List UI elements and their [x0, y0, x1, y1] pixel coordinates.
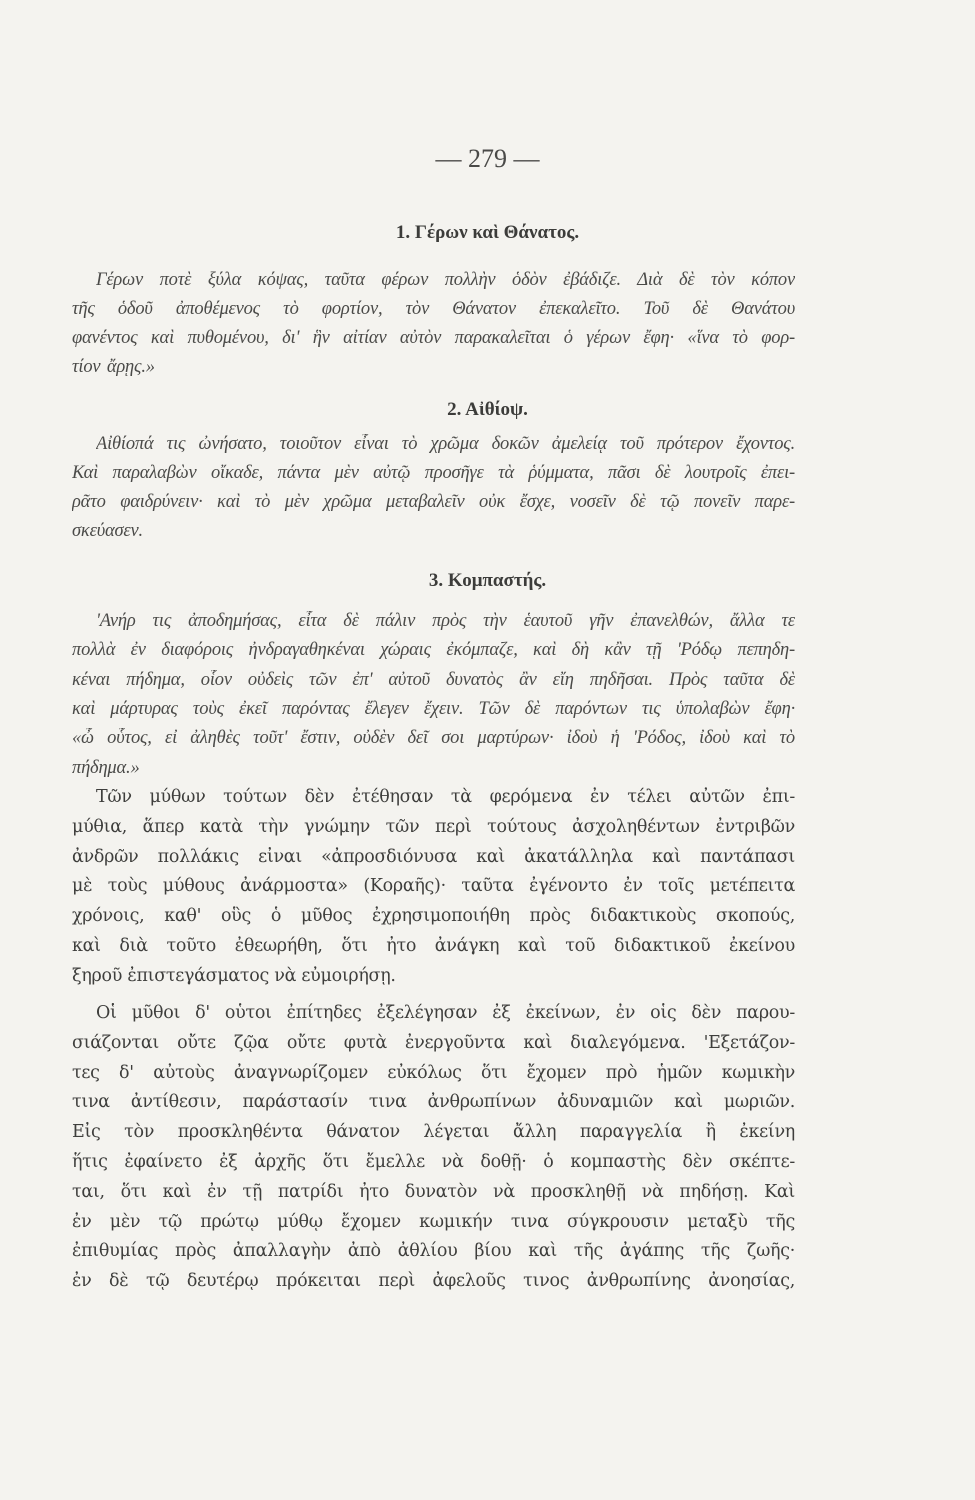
commentary-text-line: καὶ διὰ τοῦτο ἐθεωρήθη, ὅτι ἦτο ἀνάγκη καὶ τοῦ διδακτικοῦ ἐκείνου [72, 936, 795, 956]
fable-text-line: 'Ανήρ τις ἀποδημήσας, εἶτα δὲ πάλιν πρὸς τὴν ἑαυτοῦ γῆν ἐπανελθών, ἄλλα τε [96, 611, 795, 631]
commentary-text-line: τες δ' αὐτοὺς ἀναγνωρίζομεν εὐκόλως ὅτι ἔχομεν πρὸ ἡμῶν κωμικὴν [72, 1062, 795, 1083]
commentary-text-line: ἐν δὲ τῷ δευτέρῳ πρόκειται περὶ ἀφελοῦς τινος ἀνθρωπίνης ἀνοησίας, [72, 1271, 795, 1292]
commentary-text-line: ἐν μὲν τῷ πρώτῳ μύθῳ ἔχομεν κωμικήν τινα σύγκρουσιν μεταξὺ τῆς [72, 1211, 795, 1232]
fable-text-line: σκεύασεν. [72, 521, 143, 541]
fable-heading: 2. Αἰθίοψ. [447, 399, 528, 420]
commentary-text-line: χρόνοις, καθ' οὓς ὁ μῦθος ἐχρησιμοποιήθη πρὸς διδακτικοὺς σκοπούς, [72, 906, 795, 927]
commentary-text-line: Οἱ μῦθοι δ' οὗτοι ἐπίτηδες ἐξελέγησαν ἐξ ἐκείνων, ἐν οἷς δὲν παρου- [96, 1003, 795, 1023]
commentary-text-line: Τῶν μύθων τούτων δὲν ἐτέθησαν τὰ φερόμενα ἐν τέλει αὐτῶν ἐπι- [96, 787, 795, 807]
commentary-text-line: ἐπιθυμίας πρὸς ἀπαλλαγὴν ἀπὸ ἀθλίου βίου καὶ τῆς ἀγάπης τῆς ζωῆς· [72, 1241, 795, 1262]
commentary-text-line: Εἰς τὸν προσκληθέντα θάνατον λέγεται ἄλλη παραγγελία ἢ ἐκείνη [72, 1122, 795, 1143]
commentary-text-line: ξηροῦ ἐπιστεγάσματος νὰ εὐμοιρήσῃ. [72, 965, 396, 986]
commentary-text-line: τινα ἀντίθεσιν, παράστασίν τινα ἀνθρωπίνων ἀδυναμιῶν καὶ μωριῶν. [72, 1092, 795, 1113]
fable-text-line: Αἰθίοπά τις ὠνήσατο, τοιοῦτον εἶναι τὸ χρῶμα δοκῶν ἀμελείᾳ τοῦ πρότερον ἔχοντος. [96, 434, 795, 454]
fable-text-line: πολλὰ ἐν διαφόροις ἠνδραγαθηκέναι χώραις ἐκόμπαζε, καὶ δὴ κἂν τῇ 'Ρόδῳ πεπηδη- [72, 640, 795, 660]
page-number: — 279 — [435, 144, 540, 173]
fable-text-line: καὶ μάρτυρας τοὺς ἐκεῖ παρόντας ἔλεγεν ἔχειν. Τῶν δὲ παρόντων τις ὑπολαβὼν ἔφη· [72, 699, 795, 719]
fable-text-line: Καὶ παραλαβὼν οἴκαδε, πάντα μὲν αὐτῷ προσῆγε τὰ ῥύμματα, πᾶσι δὲ λουτροῖς ἐπει- [72, 463, 795, 483]
fable-text-line: Γέρων ποτὲ ξύλα κόψας, ταῦτα φέρων πολλὴν ὁδὸν ἐβάδιζε. Διὰ δὲ τὸν κόπον [96, 270, 795, 290]
fable-text-line: ρᾶτο φαιδρύνειν· καὶ τὸ μὲν χρῶμα μεταβαλεῖν οὐκ ἔσχε, νοσεῖν δὲ τῷ πονεῖν παρε- [72, 492, 795, 512]
fable-heading: 1. Γέρων καὶ Θάνατος. [395, 222, 580, 243]
fable-text-line: τίον ἄρῃς.» [72, 357, 155, 377]
commentary-text-line: μὲ τοὺς μύθους ἀνάρμοστα» (Κοραῆς)· ταῦτα ἐγένοντο ἐν τοῖς μετέπειτα [72, 876, 795, 897]
fable-text-line: τῆς ὁδοῦ ἀποθέμενος τὸ φορτίον, τὸν Θάνατον ἐπεκαλεῖτο. Τοῦ δὲ Θανάτου [72, 299, 795, 319]
commentary-text-line: σιάζονται οὔτε ζῷα οὔτε φυτὰ ἐνεργοῦντα καὶ διαλεγόμενα. 'Εξετάζον- [72, 1032, 795, 1053]
commentary-text-line: ἥτις ἐφαίνετο ἐξ ἀρχῆς ὅτι ἔμελλε νὰ δοθῇ· ὁ κομπαστὴς δὲν σκέπτε- [72, 1152, 795, 1172]
fable-text-line: «ὦ οὗτος, εἰ ἀληθὲς τοῦτ' ἔστιν, οὐδὲν δεῖ σοι μαρτύρων· ἰδοὺ ἡ 'Ρόδος, ἰδοὺ καὶ τὸ [72, 728, 795, 748]
fable-text-line: κέναι πήδημα, οἷον οὐδεὶς τῶν ἐπ' αὐτοῦ δυνατὸς ἂν εἴη πηδῆσαι. Πρὸς ταῦτα δὲ [72, 670, 795, 690]
fable-text-line: φανέντος καὶ πυθομένου, δι' ἣν αἰτίαν αὐτὸν παρακαλεῖται ὁ γέρων ἔφη· «ἵνα τὸ φορ- [72, 328, 795, 348]
commentary-text-line: ται, ὅτι καὶ ἐν τῇ πατρίδι ἦτο δυνατὸν νὰ προσκληθῇ νὰ πηδήσῃ. Καὶ [72, 1181, 795, 1202]
fable-text-line: πήδημα.» [72, 758, 140, 778]
fable-heading: 3. Κομπαστής. [428, 570, 547, 591]
commentary-text-line: ἀνδρῶν πολλάκις εἶναι «ἀπροσδιόνυσα καὶ ἀκατάλληλα καὶ παντάπασι [72, 846, 795, 867]
commentary-text-line: μύθια, ἅπερ κατὰ τὴν γνώμην τῶν περὶ τούτους ἀσχοληθέντων ἐντριβῶν [72, 816, 795, 837]
